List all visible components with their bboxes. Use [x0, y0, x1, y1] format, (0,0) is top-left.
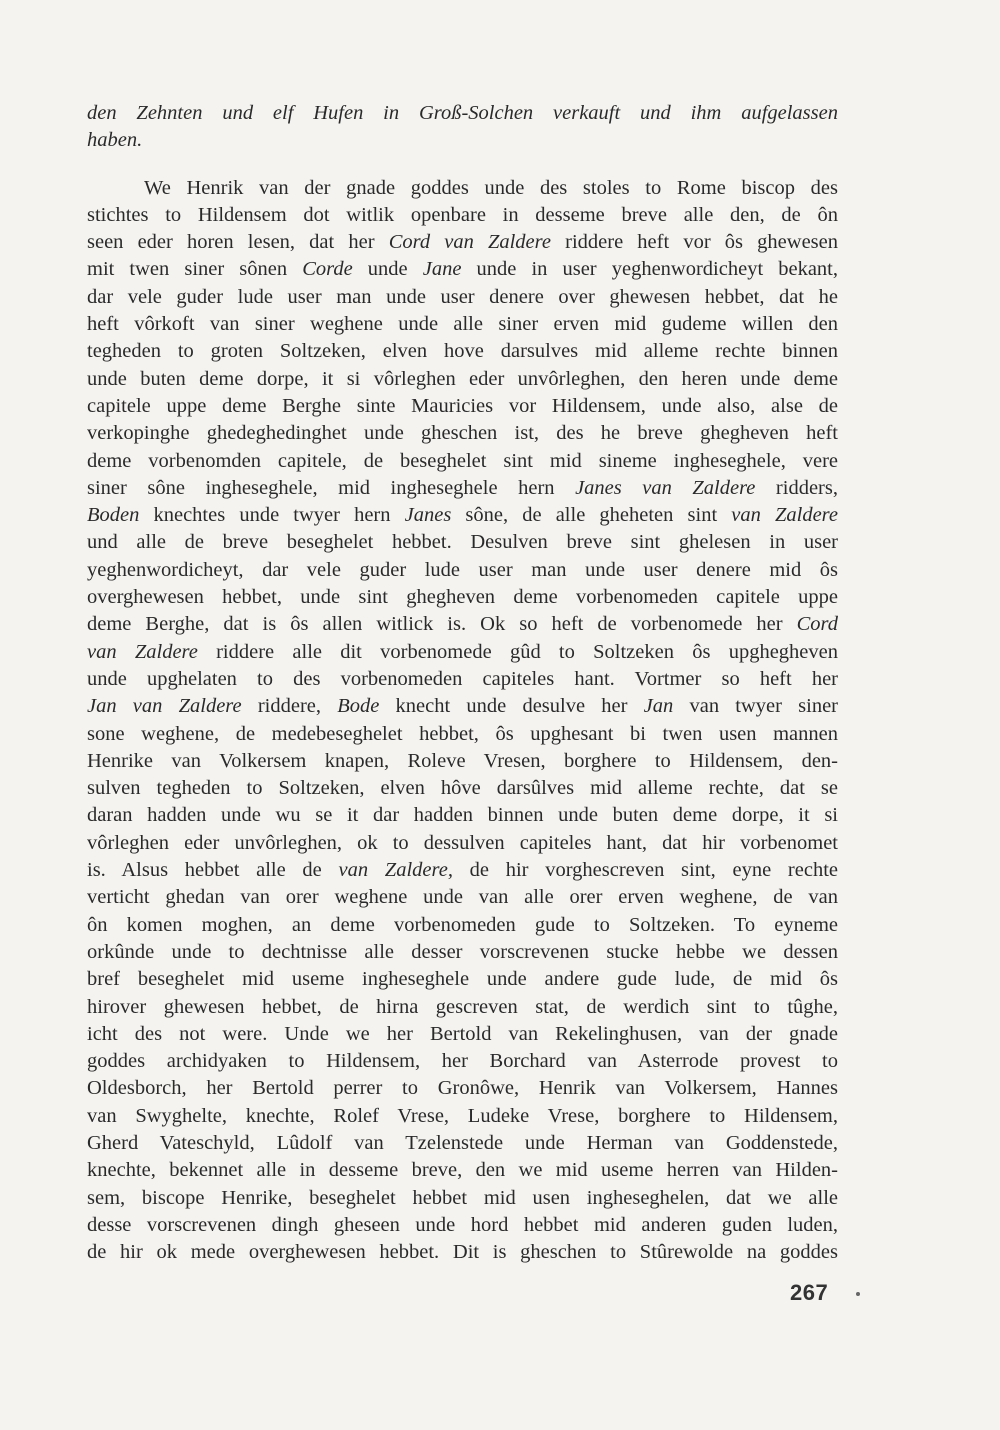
- text-segment: knecht unde desulve her: [379, 695, 644, 718]
- body-line: [87, 1130, 838, 1157]
- text-segment: daran hadden unde wu se it dar hadden binnen unde buten deme dorpe, it si: [87, 804, 838, 827]
- body-line: [87, 311, 838, 338]
- italic-name: Janes: [404, 504, 452, 527]
- body-line: [87, 284, 838, 311]
- text-segment: verkopinghe ghedeghedinghet unde gheschen ist, des he breve ghegheven heft: [87, 422, 838, 445]
- text-segment: capitele uppe deme Berghe sinte Mauricies vor Hildensem, unde also, alse de: [87, 394, 838, 417]
- body-line: [87, 366, 838, 393]
- text-segment: van Swyghelte, knechte, Rolef Vrese, Ludeke Vrese, borghere to Hildensem,: [87, 1104, 838, 1127]
- italic-name: van Zaldere: [731, 504, 838, 527]
- body-line: [87, 994, 838, 1021]
- italic-name: Boden: [87, 504, 140, 527]
- italic-name: Cord: [796, 613, 838, 636]
- text-segment: tegheden to groten Soltzeken, elven hove darsulves mid alleme rechte binnen: [87, 340, 838, 363]
- body-line: [87, 1021, 838, 1048]
- text-segment: yeghenwordicheyt, dar vele guder lude user man unde user denere mid ôs: [87, 558, 838, 581]
- body-line: [87, 1157, 838, 1184]
- body-line: [87, 939, 838, 966]
- body-line: [87, 611, 838, 638]
- italic-name: van Zaldere: [87, 640, 198, 663]
- text-segment: Henrike van Volkersem knapen, Roleve Vresen, borghere to Hildensem, den-: [87, 749, 838, 772]
- italic-name: Jan van Zaldere: [87, 695, 242, 718]
- italic-name: Jane: [422, 258, 462, 281]
- text-segment: siner sône ingheseghele, mid ingheseghele hern: [87, 476, 576, 499]
- body-line: [87, 175, 838, 202]
- intro-line: den Zehnten und elf Hufen in Groß-Solchen verkauft und ihm aufgelassen: [87, 102, 838, 124]
- text-segment: unde upghelaten to des vorbenomeden capiteles hant. Vortmer so heft her: [87, 667, 838, 690]
- body-line: [87, 912, 838, 939]
- text-segment: hirover ghewesen hebbet, de hirna gescreven stat, de werdich sint to tûghe,: [87, 995, 838, 1018]
- text-segment: riddere heft vor ôs ghewesen: [550, 231, 838, 254]
- body-line: [87, 448, 838, 475]
- body-line: [87, 529, 838, 556]
- text-segment: sulven tegheden to Soltzeken, elven hôve darsûlves mid alleme rechte, dat se: [87, 777, 838, 800]
- body-line: [87, 721, 838, 748]
- body-line: [87, 393, 838, 420]
- body-line: [87, 884, 838, 911]
- italic-name: Bode: [337, 695, 380, 718]
- text-segment: mit twen siner sônen: [87, 258, 303, 281]
- body-line: [87, 338, 838, 365]
- body-line: [87, 229, 838, 256]
- text-segment: knechte, bekennet alle in desseme breve, den we mid useme herren van Hilden-: [87, 1159, 838, 1182]
- spacer: [87, 155, 838, 175]
- text-segment: desse vorscrevenen dingh gheseen unde hord hebbet mid anderen guden luden,: [87, 1213, 838, 1236]
- body-line: [87, 502, 838, 529]
- body-line: [87, 256, 838, 283]
- body-line: [87, 1103, 838, 1130]
- text-segment: deme Berghe, dat is ôs allen witlick is. Ok so heft de vorbenomede her: [87, 613, 797, 636]
- text-segment: stichtes to Hildensem dot witlik openbare in desseme breve alle den, de ôn: [87, 203, 838, 226]
- body-line: [87, 693, 838, 720]
- body-line: [87, 557, 838, 584]
- text-segment: riddere,: [241, 695, 338, 718]
- text-segment: seen eder horen lesen, dat her: [87, 231, 389, 254]
- body-line: [87, 1239, 838, 1266]
- text-segment: Oldesborch, her Bertold perrer to Gronôwe, Henrik van Volkersem, Hannes: [87, 1077, 838, 1100]
- body-line: [87, 639, 838, 666]
- margin-dot: [856, 1292, 860, 1296]
- italic-name: Corde: [302, 258, 353, 281]
- body-line: [87, 775, 838, 802]
- text-segment: unde in user yeghenwordicheyt bekant,: [461, 258, 838, 281]
- text-segment: heft vôrkoft van siner weghene unde alle siner erven mid gudeme willen den: [87, 313, 838, 336]
- text-segment: ridders,: [755, 476, 838, 499]
- text-segment: sône, de alle gheheten sint: [451, 504, 732, 527]
- text-segment: overghewesen hebbet, unde sint ghegheven deme vorbenomeden capitele uppe: [87, 586, 838, 609]
- text-segment: und alle de breve beseghelet hebbet. Desulven breve sint ghelesen in user: [87, 531, 838, 554]
- italic-name: Janes van Zaldere: [575, 476, 756, 499]
- page-number: 267: [790, 1280, 829, 1305]
- text-segment: riddere alle dit vorbenomede gûd to Soltzeken ôs upghegheven: [197, 640, 838, 663]
- document-body: [87, 175, 838, 1267]
- text-segment: de hir vorghescreven sint, eyne rechte: [452, 859, 838, 882]
- text-segment: unde buten deme dorpe, it si vôrleghen eder unvôrleghen, den heren unde deme: [87, 367, 838, 390]
- text-segment: verticht ghedan van orer weghene unde van alle orer erven weghene, de van: [87, 886, 838, 909]
- body-line: [87, 202, 838, 229]
- body-line: [87, 420, 838, 447]
- body-line: [87, 584, 838, 611]
- body-line: [87, 830, 838, 857]
- text-segment: sem, biscope Henrike, beseghelet hebbet mid usen ingheseghelen, dat we alle: [87, 1186, 838, 1209]
- text-segment: vôrleghen eder unvôrleghen, ok to dessulven capiteles hant, dat hir vorbenomet: [87, 831, 838, 854]
- body-line: [87, 748, 838, 775]
- body-line: [87, 857, 838, 884]
- body-line: [87, 1048, 838, 1075]
- page-text: [87, 100, 838, 1266]
- italic-name: Cord van Zaldere: [388, 231, 551, 254]
- body-line: [87, 966, 838, 993]
- body-line: [87, 666, 838, 693]
- text-segment: orkûnde unde to dechtnisse alle desser vorscrevenen stucke hebbe we dessen: [87, 940, 838, 963]
- body-line: [87, 802, 838, 829]
- body-line: [87, 475, 838, 502]
- intro-summary: [87, 100, 838, 155]
- text-segment: goddes archidyaken to Hildensem, her Borchard van Asterrode provest to: [87, 1050, 838, 1073]
- text-segment: ôn komen moghen, an deme vorbenomeden gude to Soltzeken. To eyneme: [87, 913, 838, 936]
- text-segment: deme vorbenomden capitele, de beseghelet sint mid sineme ingheseghele, vere: [87, 449, 838, 472]
- text-segment: icht des not were. Unde we her Bertold van Rekelinghusen, van der gnade: [87, 1022, 838, 1045]
- body-line: [87, 1185, 838, 1212]
- text-segment: knechtes unde twyer hern: [139, 504, 405, 527]
- text-segment: van twyer siner: [673, 695, 838, 718]
- text-segment: dar vele guder lude user man unde user denere over ghewesen hebbet, dat he: [87, 285, 838, 308]
- body-line: [87, 1075, 838, 1102]
- italic-name: van Zaldere,: [338, 859, 453, 882]
- text-segment: unde: [352, 258, 423, 281]
- text-segment: de hir ok mede overghewesen hebbet. Dit is gheschen to Stûrewolde na goddes: [87, 1241, 838, 1264]
- intro-line: haben.: [87, 129, 143, 152]
- body-line: [87, 1212, 838, 1239]
- text-segment: Gherd Vateschyld, Lûdolf van Tzelenstede unde Herman van Goddenstede,: [87, 1131, 838, 1154]
- text-segment: We Henrik van der gnade goddes unde des stoles to Rome biscop des: [144, 176, 838, 199]
- text-segment: sone weghene, de medebeseghelet hebbet, ôs upghesant bi twen usen mannen: [87, 722, 838, 745]
- text-segment: is. Alsus hebbet alle de: [87, 859, 339, 882]
- text-segment: bref beseghelet mid useme ingheseghele unde andere gude lude, de mid ôs: [87, 968, 838, 991]
- italic-name: Jan: [643, 695, 674, 718]
